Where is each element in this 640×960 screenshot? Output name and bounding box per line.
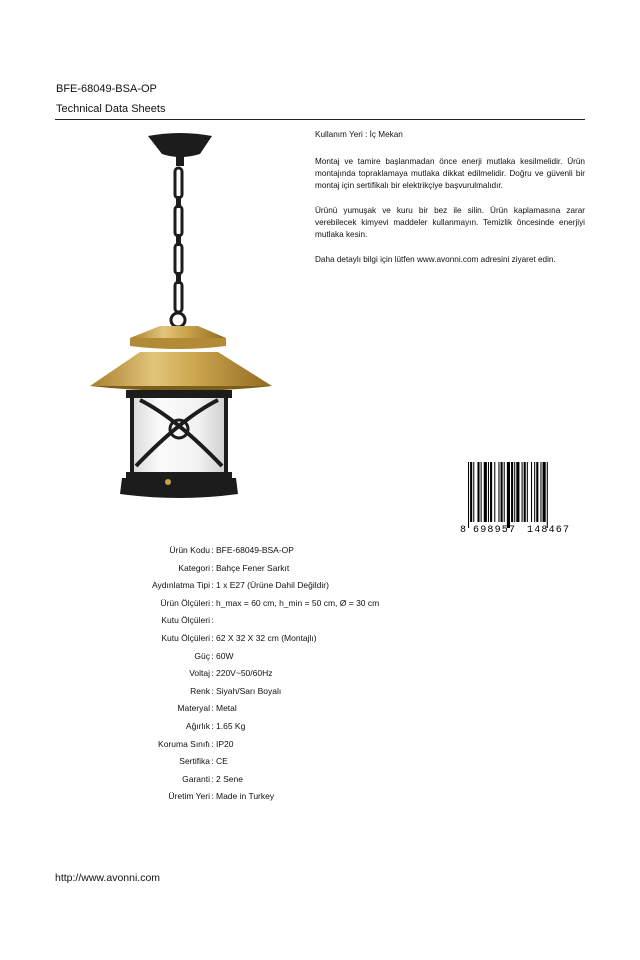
barcode-bars <box>468 462 548 528</box>
spec-value: 60W <box>216 650 234 661</box>
spec-value: Bahçe Fener Sarkıt <box>216 562 290 573</box>
spec-separator: : <box>211 791 214 802</box>
spec-row <box>100 563 520 577</box>
spec-row <box>100 791 520 805</box>
cleaning-note: Ürünü yumuşak ve kuru bir bez ile silin. Ürün kaplamasına zarar verebilecek kimyevi maddeler kullanmayın. Temizlik öncesinde enerjiyi mutlaka kesin. <box>315 206 585 239</box>
spec-value: IP20 <box>216 738 234 749</box>
spec-value: BFE-68049-BSA-OP <box>216 545 294 555</box>
spec-value: 220V~50/60Hz <box>216 668 273 679</box>
barcode-bar <box>477 462 479 522</box>
spec-label: Kutu Ölçüleri <box>161 633 210 643</box>
spec-label: Aydınlatma Tipi <box>152 580 210 591</box>
spec-label: Ağırlık <box>185 721 210 731</box>
spec-separator: : <box>211 756 214 767</box>
barcode-group-1: 698957 <box>473 525 517 534</box>
spec-row <box>100 703 520 717</box>
spec-row <box>100 651 520 665</box>
spec-label: Kategori <box>178 562 210 573</box>
barcode-bar <box>540 462 541 522</box>
info-block <box>315 129 585 279</box>
spec-row <box>100 721 520 735</box>
top-shade <box>130 326 226 338</box>
spec-value: 62 X 32 X 32 cm (Montajlı) <box>216 633 317 643</box>
lamp-base <box>120 478 238 498</box>
barcode-bar <box>511 462 513 522</box>
spec-separator: : <box>211 721 214 731</box>
barcode-bar <box>481 462 482 522</box>
spec-label: Garanti <box>182 773 210 784</box>
spec-label: Ürün Kodu <box>169 545 210 555</box>
usage-line: Kullanım Yeri : İç Mekan <box>315 130 403 139</box>
spec-value: h_max = 60 cm, h_min = 50 cm, Ø = 30 cm <box>216 597 380 608</box>
barcode-first-digit: 8 <box>460 525 467 534</box>
spec-row <box>100 580 520 594</box>
spec-separator: : <box>211 597 214 608</box>
barcode-bar <box>543 462 546 522</box>
spec-separator: : <box>211 650 214 661</box>
spec-separator: : <box>211 685 214 696</box>
barcode-bar <box>531 462 532 522</box>
barcode-bar <box>507 462 510 528</box>
footer-url[interactable]: http://www.avonni.com <box>55 872 161 884</box>
spec-label: Materyal <box>177 703 210 714</box>
spec-row <box>100 545 520 559</box>
spec-separator: : <box>211 738 214 749</box>
spec-label: Koruma Sınıfı <box>158 738 210 749</box>
barcode-bar <box>516 462 519 522</box>
header-product-code: BFE-68049-BSA-OP <box>56 83 157 95</box>
spec-row <box>100 756 520 770</box>
barcode-group-2: 148467 <box>527 525 571 534</box>
barcode-bar <box>527 462 528 522</box>
barcode-bar <box>536 462 538 522</box>
barcode-bar <box>501 462 503 522</box>
spec-value: Siyah/Sarı Boyalı <box>216 685 282 696</box>
spec-label: Voltaj <box>189 668 210 679</box>
barcode-bar <box>494 462 495 522</box>
barcode-bar <box>490 462 492 522</box>
barcode-bar <box>522 462 523 522</box>
spec-row <box>100 774 520 788</box>
barcode-bar <box>514 462 515 522</box>
spec-value: 1 x E27 (Ürüne Dahil Değildir) <box>216 580 329 591</box>
barcode-bar <box>534 462 535 522</box>
barcode-bar <box>468 462 469 528</box>
barcode-bar <box>484 462 487 522</box>
barcode-bar <box>488 462 489 522</box>
spec-separator: : <box>211 773 214 784</box>
barcode-bar <box>498 462 499 522</box>
spec-separator: : <box>211 633 214 643</box>
header-divider <box>55 119 585 120</box>
spec-label: Güç <box>194 650 210 661</box>
spec-row <box>100 739 520 753</box>
spec-value: Made in Turkey <box>216 791 275 802</box>
barcode <box>459 462 585 534</box>
website-note: Daha detaylı bilgi için lütfen www.avonni.com adresini ziyaret edin. <box>315 255 556 264</box>
bottom-shade <box>90 352 272 386</box>
barcode-bar <box>473 462 474 522</box>
spec-value: CE <box>216 756 228 767</box>
spec-label: Ürün Ölçüleri <box>160 597 210 608</box>
spec-separator: : <box>211 580 214 591</box>
spec-label: Üretim Yeri <box>168 791 210 802</box>
spec-row <box>100 686 520 700</box>
spec-label: Sertifika <box>179 756 210 767</box>
spec-row <box>100 633 520 647</box>
spec-row <box>100 598 520 612</box>
spec-separator: : <box>211 668 214 679</box>
spec-row <box>100 615 520 629</box>
header-subtitle: Technical Data Sheets <box>56 103 166 115</box>
barcode-bar <box>504 462 505 522</box>
spec-row <box>100 668 520 682</box>
spec-value: 1.65 Kg <box>216 721 246 731</box>
barcode-bar <box>547 462 548 528</box>
spec-separator: : <box>211 703 214 714</box>
spec-separator: : <box>211 545 214 555</box>
spec-label: Kutu Ölçüleri <box>161 615 210 626</box>
spec-value: 2 Sene <box>216 773 243 784</box>
spec-separator: : <box>211 615 214 626</box>
barcode-bar <box>470 462 472 522</box>
installation-note: Montaj ve tamire başlanmadan önce enerji mutlaka kesilmelidir. Ürün montajında topraklamaya mutlaka dikkat edilmelidir. Doğru ve güvenli bir montaj için sertifikalı bir elektrikçiye başvurulmalıdır. <box>315 157 585 190</box>
spec-value: Metal <box>216 703 237 714</box>
barcode-bar <box>524 462 526 522</box>
spec-label: Renk <box>190 685 210 696</box>
spec-separator: : <box>211 562 214 573</box>
product-image <box>82 128 282 508</box>
ceiling-canopy <box>148 133 212 157</box>
